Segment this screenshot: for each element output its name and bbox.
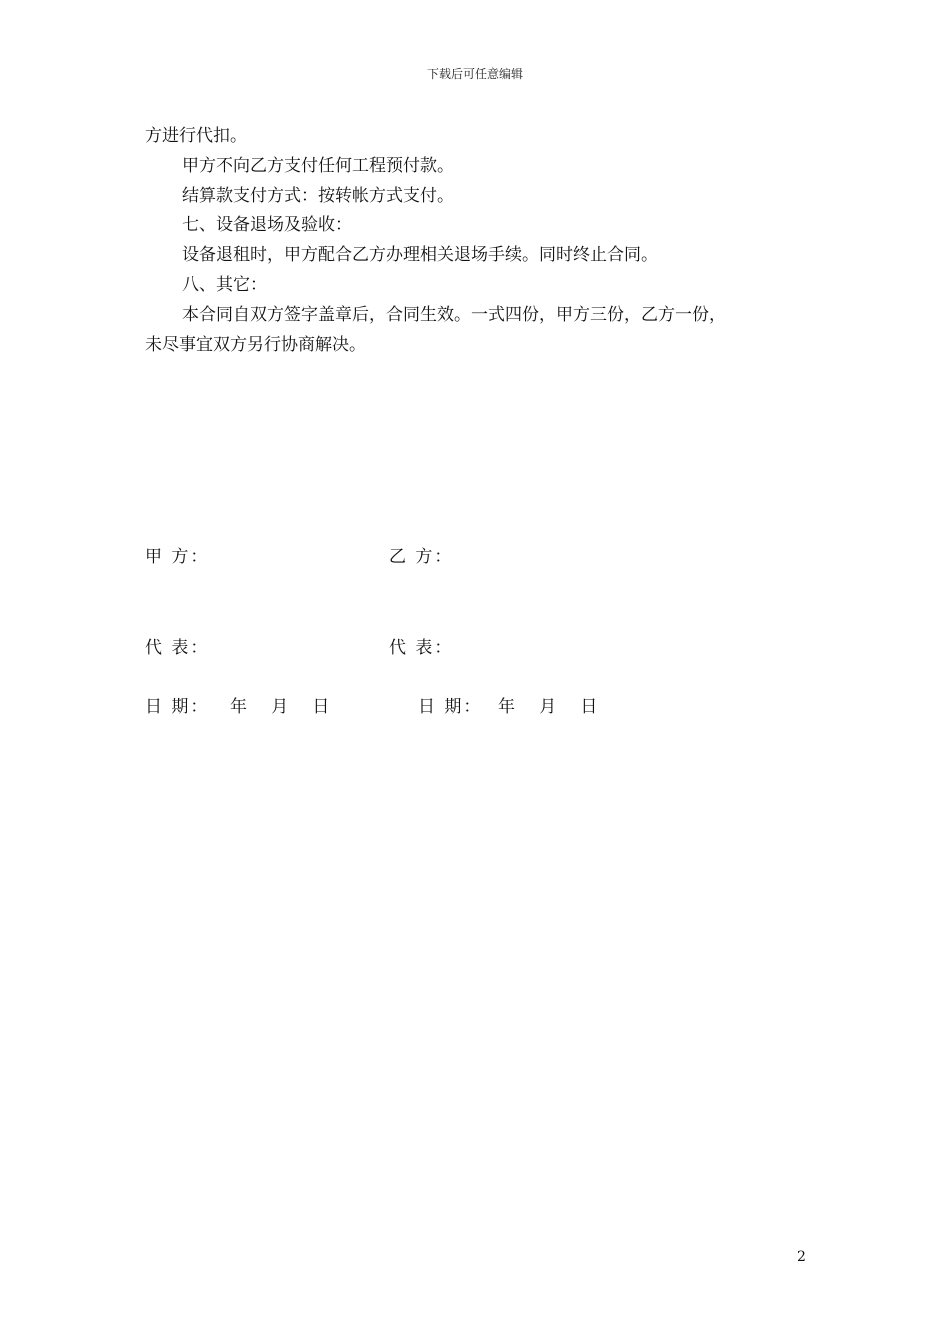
representative-a-label: 代 表：: [145, 638, 210, 658]
page-number: 2: [797, 1249, 806, 1265]
page-header: 下载后可任意编辑: [426, 67, 523, 81]
body-line-1: 方进行代扣。: [145, 126, 247, 146]
body-line-8: 未尽事宜双方另行协商解决。: [145, 335, 366, 355]
date-b-fields: 年 月 日: [498, 697, 600, 717]
section-heading-equipment-exit: 七、设备退场及验收：: [182, 215, 352, 235]
body-line-5: 设备退租时，甲方配合乙方办理相关退场手续。同时终止合同。: [182, 245, 658, 265]
body-line-7: 本合同自双方签字盖章后，合同生效。一式四份，甲方三份，乙方一份，: [182, 305, 726, 325]
body-line-3: 结算款支付方式：按转帐方式支付。: [182, 186, 454, 206]
date-b-label: 日 期：: [418, 697, 483, 717]
representative-b-label: 代 表：: [389, 638, 454, 658]
body-line-2: 甲方不向乙方支付任何工程预付款。: [182, 156, 454, 176]
date-a-fields: 年 月 日: [230, 697, 332, 717]
party-b-label: 乙 方：: [389, 547, 454, 567]
date-a-label: 日 期：: [145, 697, 210, 717]
party-a-label: 甲 方：: [145, 547, 210, 567]
section-heading-other: 八、其它：: [182, 275, 267, 295]
